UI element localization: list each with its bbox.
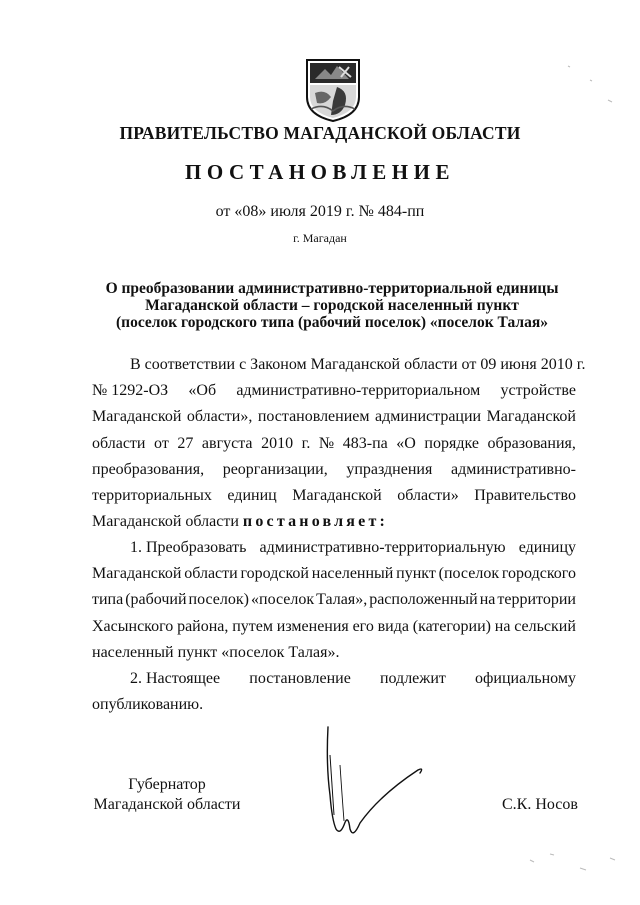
coat-of-arms-icon <box>303 57 363 123</box>
date-and-number: от «08» июля 2019 г. № 484-пп <box>215 203 425 220</box>
body-line <box>92 404 576 430</box>
body-word: городского <box>501 565 576 583</box>
body-word: Талая», <box>316 591 368 609</box>
body-word: администрации <box>374 408 482 426</box>
body-word: Правительство <box>474 487 576 505</box>
body-line: населенный пункт «поселок Талая». <box>92 643 340 661</box>
paragraph-item-1 <box>92 535 576 666</box>
body-word: «Об <box>188 382 217 400</box>
body-word: образования, <box>487 434 576 452</box>
signatory-name: С.К. Носов <box>502 796 578 813</box>
title-line: Магаданской области – городской населенный пункт <box>145 297 519 314</box>
body-word: территории <box>497 591 576 609</box>
body-word: сельский <box>514 617 576 635</box>
body-word: вида <box>377 617 409 635</box>
body-word: поселок) <box>188 591 249 609</box>
body-line <box>92 457 576 483</box>
body-word: августа <box>201 434 253 452</box>
body-word: области», <box>186 408 253 426</box>
paragraph-item-2 <box>92 666 576 718</box>
position-line: Губернатор <box>128 776 206 793</box>
body-word: путем <box>232 617 273 635</box>
body-word: административно-территориальном <box>236 382 481 400</box>
document-type: ПОСТАНОВЛЕНИЕ <box>185 160 455 184</box>
body-word: 2010 <box>261 434 294 452</box>
body-word: на <box>479 591 496 609</box>
body-word: городской <box>240 565 309 583</box>
body-word: Хасынского <box>92 617 174 635</box>
body-word: области» <box>397 487 459 505</box>
handwritten-signature <box>320 725 430 845</box>
body-line <box>92 535 576 561</box>
body-word: реорганизации, <box>222 460 328 478</box>
body-line: опубликованию. <box>92 696 204 714</box>
body-word: «поселок <box>251 591 315 609</box>
body-word: изменения <box>276 617 349 635</box>
body-line <box>92 483 576 509</box>
body-word: № <box>318 434 335 452</box>
body-word: г. <box>301 434 311 452</box>
body-word: (поселок <box>438 565 500 583</box>
scan-speckle-decoration <box>520 850 630 890</box>
body-word: Магаданской <box>292 487 382 505</box>
body-word: (категории) <box>412 617 492 635</box>
body-word: территориальных <box>92 487 212 505</box>
city: г. Магадан <box>293 231 347 245</box>
title-line: О преобразовании административно-территориальной единицы <box>105 280 559 297</box>
body-word: (рабочий <box>125 591 187 609</box>
body-word: административно-территориальную <box>259 539 506 556</box>
body-word: Магаданской <box>92 565 182 583</box>
body-word: пункт <box>396 565 436 583</box>
body-line <box>92 614 576 640</box>
body-word: его <box>352 617 374 635</box>
body-line <box>92 431 576 457</box>
body-line <box>92 666 576 692</box>
body-word: официальному <box>475 670 576 687</box>
body-word: расположенный <box>369 591 478 609</box>
body-word: 27 <box>177 434 194 452</box>
scan-speckle-decoration <box>560 60 620 110</box>
body-word: 1. Преобразовать <box>130 539 247 556</box>
body-word: 483-па <box>342 434 388 452</box>
signatory-position <box>92 775 242 815</box>
body-word: области <box>92 434 146 452</box>
body-word: Магаданской <box>92 408 182 426</box>
position-line: Магаданской области <box>93 796 241 813</box>
body-word: постановлением <box>257 408 370 426</box>
body-line <box>92 561 576 587</box>
decision-keyword: постановляет: <box>242 513 389 531</box>
body-line: В соответствии с Законом Магаданской области от 09 июня 2010 г. <box>130 356 586 373</box>
body-word: подлежит <box>379 670 446 687</box>
body-word: преобразования, <box>92 460 205 478</box>
body-word: единицу <box>518 539 576 556</box>
body-word: устройстве <box>500 382 576 400</box>
body-word: области <box>184 565 238 583</box>
body-line <box>92 378 576 404</box>
body-word: 2. Настоящее <box>130 670 221 687</box>
body-word: типа <box>92 591 124 609</box>
body-word: упразднения <box>346 460 433 478</box>
paragraph-preamble <box>92 352 586 535</box>
body-word: административно- <box>450 460 576 478</box>
body-word: постановление <box>249 670 351 687</box>
body-word: от <box>154 434 169 452</box>
body-word: порядке <box>424 434 479 452</box>
body-word: «О <box>396 434 416 452</box>
body-line <box>92 509 576 535</box>
body-word: на <box>494 617 511 635</box>
organization-title: ПРАВИТЕЛЬСТВО МАГАДАНСКОЙ ОБЛАСТИ <box>119 123 521 143</box>
body-word: единиц <box>227 487 277 505</box>
body-word: района, <box>177 617 229 635</box>
title-line: (поселок городского типа (рабочий поселок) «поселок Талая» <box>116 314 548 331</box>
document-title <box>0 280 640 331</box>
body-line <box>92 587 576 613</box>
body-text: Магаданской области <box>92 513 239 531</box>
body-word: № 1292-ОЗ <box>92 382 169 400</box>
body-word: Магаданской <box>486 408 576 426</box>
body-word: населенный <box>311 565 394 583</box>
